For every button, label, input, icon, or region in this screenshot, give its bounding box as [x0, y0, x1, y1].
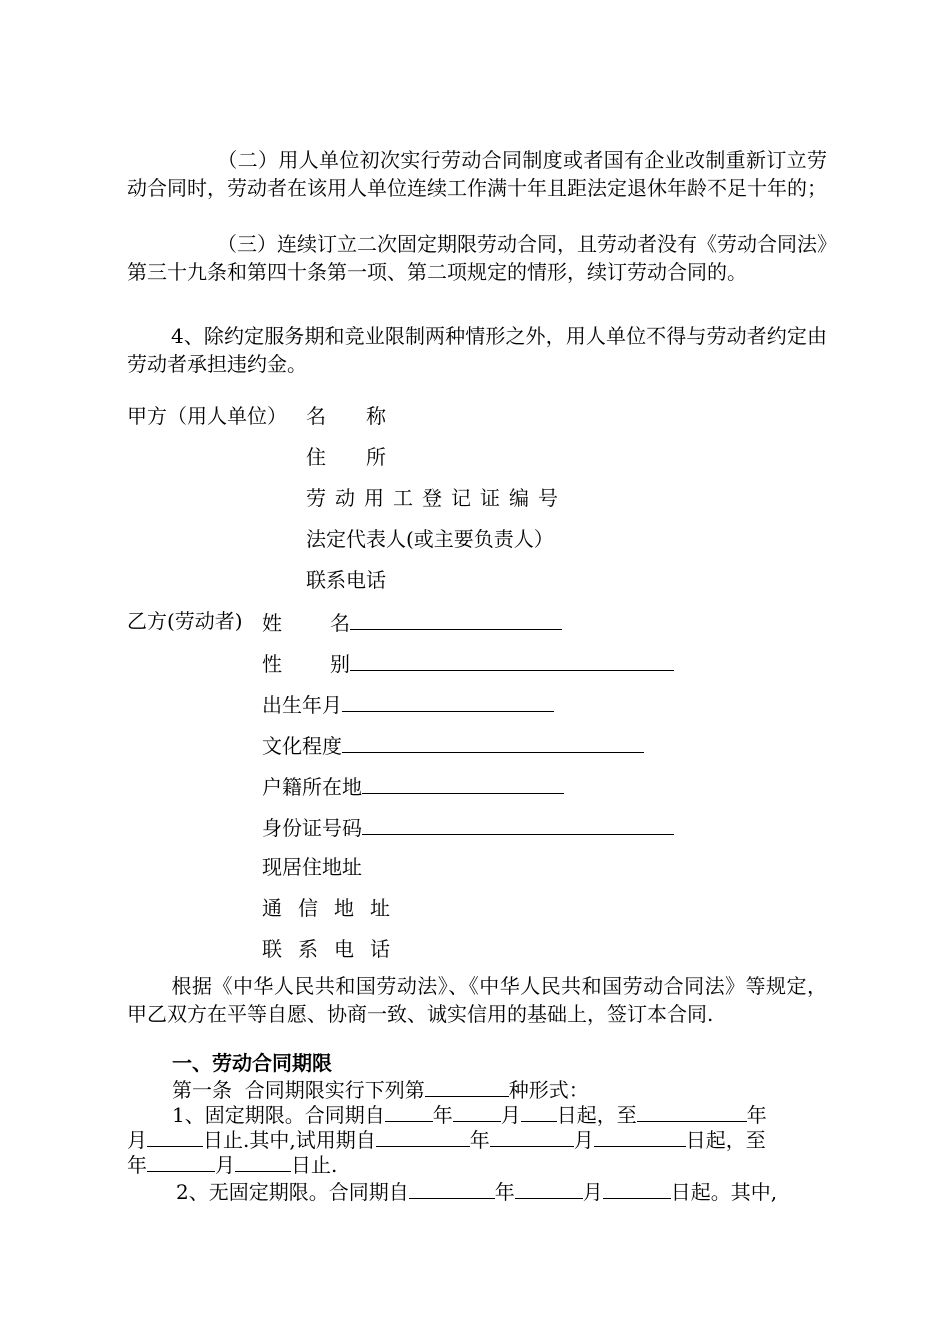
article-1-text-b: 种形式： [508, 1078, 589, 1102]
article-1-text-a: 第一条 合同期限实行下列第 [172, 1078, 425, 1102]
day-end-label: 日止. [203, 1128, 250, 1152]
party-b-gender-label-1: 性 [262, 652, 282, 676]
start-month-blank[interactable] [453, 1099, 501, 1122]
party-a-address-label: 住 所 [306, 445, 386, 469]
party-b-name-label-2: 名 [330, 611, 350, 635]
party-b-label: 乙方(劳动者) [127, 609, 243, 633]
clause-item-3 [127, 230, 827, 286]
party-b-hukou-row [262, 771, 564, 801]
education-blank[interactable] [342, 730, 644, 753]
probation-month-blank[interactable] [490, 1124, 574, 1147]
open-start-year-blank[interactable] [409, 1176, 495, 1199]
start-year-blank[interactable] [385, 1099, 433, 1122]
open-term-line [176, 1176, 777, 1206]
party-a-representative-label: 法定代表人(或主要负责人） [306, 527, 554, 551]
clause-item-2 [127, 146, 827, 202]
clause-item-3-text: （三）连续订立二次固定期限劳动合同，且劳动者没有《劳动合同法》第三十九条和第四十条第一项、第二项规定的情形，续订劳动合同的。 [127, 232, 827, 284]
end-year-blank[interactable] [637, 1099, 747, 1122]
party-b-residence-label: 现居住地址 [262, 855, 362, 879]
gender-blank[interactable] [350, 648, 674, 671]
open-term-text: 2、无固定期限。合同期自 [176, 1180, 409, 1204]
party-b-gender-label-2: 别 [330, 652, 350, 676]
month-label: 月 [215, 1153, 235, 1177]
clause-item-2-text: （二）用人单位初次实行劳动合同制度或者国有企业改制重新订立劳动合同时，劳动者在该用人单位连续工作满十年且距法定退休年龄不足十年的； [127, 148, 827, 200]
preamble [127, 972, 827, 1028]
preamble-text: 根据《中华人民共和国劳动法》、《中华人民共和国劳动合同法》等规定，甲乙双方在平等自愿、协商一致、诚实信用的基础上，签订本合同. [127, 974, 827, 1026]
start-day-blank[interactable] [521, 1099, 557, 1122]
month-label: 月 [500, 1103, 521, 1127]
birth-blank[interactable] [342, 689, 554, 712]
name-blank[interactable] [350, 607, 562, 630]
probation-day-blank[interactable] [594, 1124, 686, 1147]
end-month-blank[interactable] [147, 1124, 203, 1147]
day-start-label: 日起。其中, [670, 1180, 778, 1204]
party-b-education-label: 文化程度 [262, 734, 342, 758]
section-1-heading: 一、劳动合同期限 [172, 1051, 332, 1075]
party-b-mail-label: 通信地址 [262, 896, 406, 920]
year-label: 年 [469, 1128, 490, 1152]
clause-item-4-text: 4、除约定服务期和竞业限制两种情形之外，用人单位不得与劳动者约定由劳动者承担违约金。 [127, 324, 827, 376]
day-start-label: 日起，至 [556, 1103, 637, 1127]
year-label: 年 [432, 1103, 453, 1127]
party-b-birth-row [262, 689, 554, 719]
probation-year-blank[interactable] [376, 1124, 470, 1147]
party-b-phone-label: 联系电话 [262, 937, 406, 961]
open-start-month-blank[interactable] [515, 1176, 583, 1199]
month-label: 月 [582, 1180, 603, 1204]
party-a-label: 甲方（用人单位） [127, 404, 287, 428]
day-start-label: 日起，至 [685, 1128, 766, 1152]
fixed-term-line-3 [127, 1149, 337, 1179]
year-label: 年 [746, 1103, 767, 1127]
party-a-phone-label: 联系电话 [306, 568, 386, 592]
party-b-hukou-label: 户籍所在地 [262, 775, 362, 799]
year-label: 年 [127, 1153, 147, 1177]
day-end-label: 日止. [291, 1153, 338, 1177]
year-label: 年 [494, 1180, 515, 1204]
probation-text: 其中,试用期自 [249, 1128, 376, 1152]
form-choice-blank[interactable] [425, 1074, 509, 1097]
month-label: 月 [573, 1128, 594, 1152]
probation-end-month-blank[interactable] [235, 1149, 291, 1172]
month-label: 月 [127, 1128, 147, 1152]
party-b-birth-label: 出生年月 [262, 693, 342, 717]
party-b-name-row [262, 607, 562, 637]
party-b-name-label-1: 姓 [262, 611, 282, 635]
party-a-name-label: 名 称 [306, 404, 386, 428]
party-b-id-row [262, 812, 674, 842]
party-b-education-row [262, 730, 644, 760]
fixed-term-text: 1、固定期限。合同期自 [172, 1103, 385, 1127]
probation-end-year-blank[interactable] [147, 1149, 215, 1172]
party-b-id-label: 身份证号码 [262, 816, 362, 840]
party-b-gender-row [262, 648, 674, 678]
open-start-day-blank[interactable] [603, 1176, 671, 1199]
party-a-registration-label: 劳动用工登记证编号 [306, 486, 567, 510]
id-blank[interactable] [362, 812, 674, 835]
clause-item-4 [127, 322, 827, 378]
hukou-blank[interactable] [362, 771, 564, 794]
